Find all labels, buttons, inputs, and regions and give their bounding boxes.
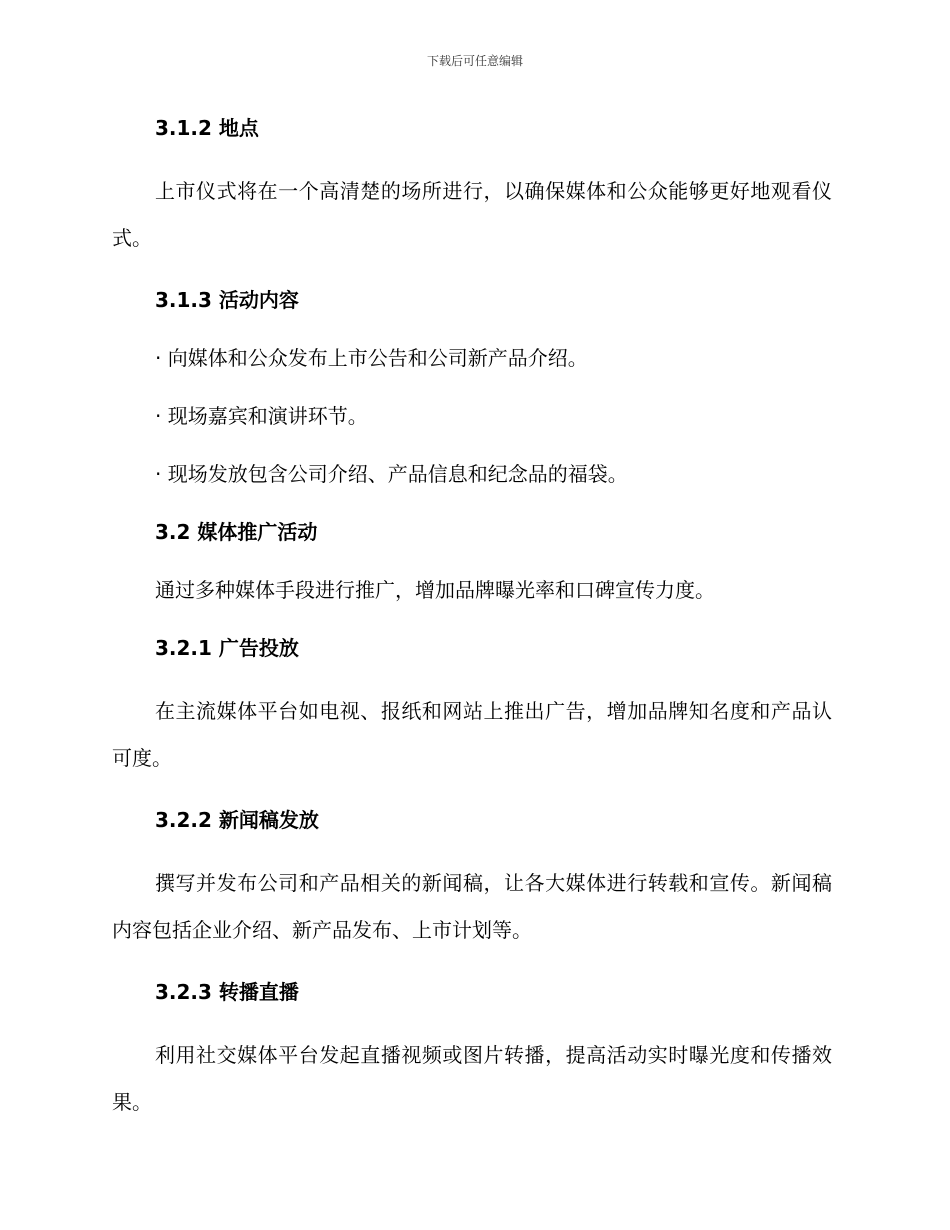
section-heading-3-1-2: 3.1.2 地点 bbox=[155, 116, 259, 140]
section-heading-3-2-2: 3.2.2 新闻稿发放 bbox=[155, 808, 319, 832]
bullet-item-gift-bags: · 现场发放包含公司介绍、产品信息和纪念品的福袋。 bbox=[155, 462, 628, 486]
section-heading-3-2: 3.2 媒体推广活动 bbox=[155, 520, 318, 544]
bullet-item-announcement: · 向媒体和公众发布上市公告和公司新产品介绍。 bbox=[155, 346, 588, 370]
document-body bbox=[112, 110, 832, 1126]
bullet-item-guests: · 现场嘉宾和演讲环节。 bbox=[155, 404, 368, 428]
header-note: 下载后可任意编辑 bbox=[426, 54, 523, 68]
section-heading-3-2-3: 3.2.3 转播直播 bbox=[155, 980, 299, 1004]
section-heading-3-1-3: 3.1.3 活动内容 bbox=[155, 288, 299, 312]
paragraph-media-promotion: 通过多种媒体手段进行推广，增加品牌曝光率和口碑宣传力度。 bbox=[155, 578, 715, 602]
paragraph-live-broadcast: 利用社交媒体平台发起直播视频或图片转播，提高活动实时曝光度和传播效果。 bbox=[112, 1043, 832, 1114]
section-heading-3-2-1: 3.2.1 广告投放 bbox=[155, 636, 299, 660]
paragraph-venue: 上市仪式将在一个高清楚的场所进行，以确保媒体和公众能够更好地观看仪式。 bbox=[112, 179, 832, 250]
paragraph-press-release: 撰写并发布公司和产品相关的新闻稿，让各大媒体进行转载和宣传。新闻稿内容包括企业介绍、新产品发布、上市计划等。 bbox=[112, 871, 832, 942]
paragraph-advertising: 在主流媒体平台如电视、报纸和网站上推出广告，增加品牌知名度和产品认可度。 bbox=[112, 699, 832, 770]
